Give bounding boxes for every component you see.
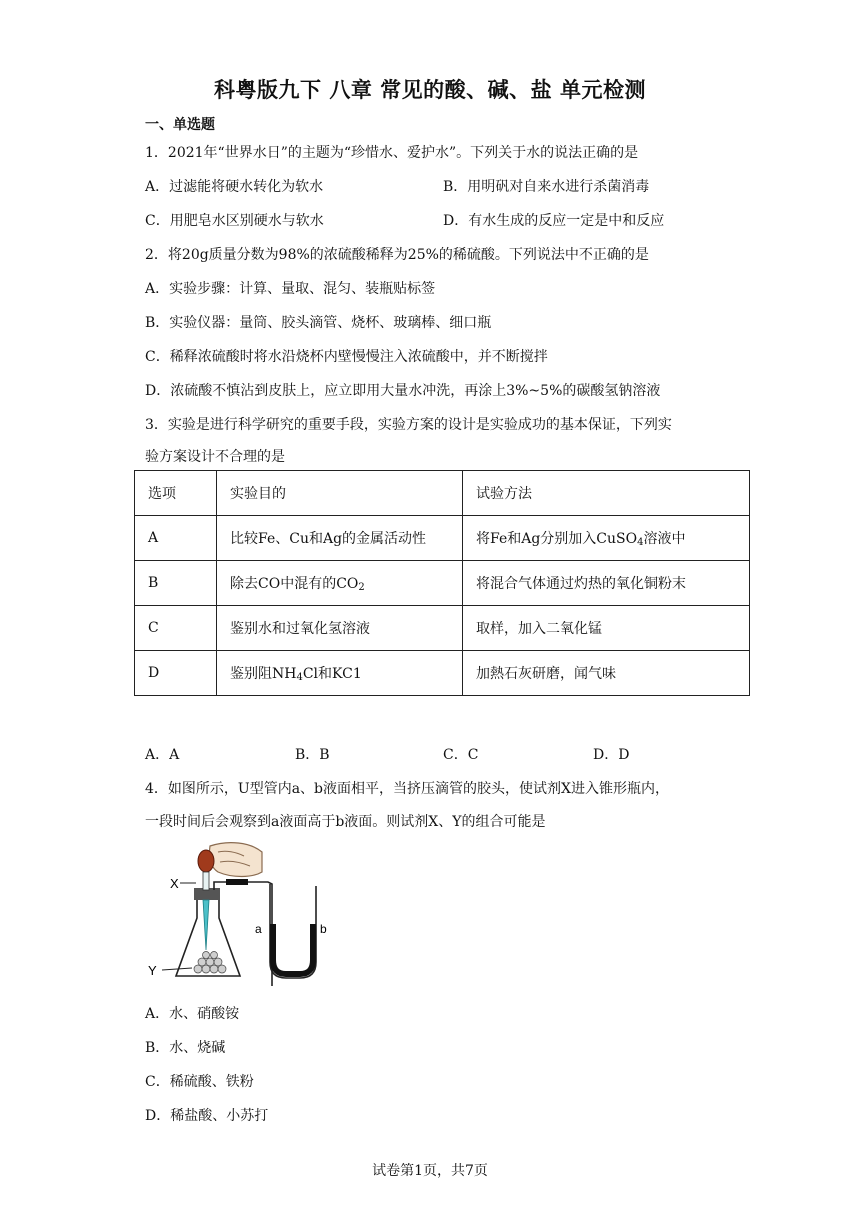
label-x: X [170, 876, 179, 891]
header-goal: 实验目的 [217, 471, 463, 516]
row-goal: 除去CO中混有的$CO_2$ [217, 561, 463, 606]
dropper-tip [203, 900, 209, 950]
q2-option-d: D．浓硫酸不慎沾到皮肤上，应立即用大量水冲洗，再涂上3%~5%的碳酸氢钠溶液 [145, 383, 661, 399]
label-y: Y [148, 963, 157, 978]
section-heading: 一、单选题 [145, 117, 215, 133]
q1-option-c: C．用肥皂水区别硬水与软水 [145, 213, 324, 229]
flask-u-tube-figure [140, 838, 350, 988]
q2-option-b: B．实验仪器：量筒、胶头滴管、烧杯、玻璃棒、细口瓶 [145, 315, 492, 331]
apparatus-diagram [140, 838, 350, 988]
q1-option-a: A．过滤能将硬水转化为软水 [145, 179, 324, 195]
row-goal: 鉴别阻$NH_4Cl$和KC1 [217, 651, 463, 696]
row-method: 将Fe和Ag分别加入CuSO$_4$溶液中 [463, 516, 750, 561]
table-row [135, 651, 750, 696]
q1-stem: 1．2021年“世界水日”的主题为“珍惜水、爱护水”。下列关于水的说法正确的是 [145, 145, 639, 161]
row-option: C [135, 606, 217, 651]
q2-option-c: C．稀释浓硫酸时将水沿烧杯内壁慢慢注入浓硫酸中，并不断搅拌 [145, 349, 548, 365]
q4-option-c: C．稀硫酸、铁粉 [145, 1074, 254, 1090]
q3-option-a: A．A [145, 747, 180, 763]
q1-option-b: B．用明矾对自来水进行杀菌消毒 [443, 179, 650, 195]
row-option: B [135, 561, 217, 606]
q4-option-b: B．水、烧碱 [145, 1040, 226, 1056]
header-method: 试验方法 [463, 471, 750, 516]
row-goal: 鉴别水和过氧化氢溶液 [217, 606, 463, 651]
table-header-row [135, 471, 750, 516]
q4-option-d: D．稀盐酸、小苏打 [145, 1108, 269, 1124]
q4-stem-line2: 一段时间后会观察到a液面高于b液面。则试剂X、Y的组合可能是 [145, 814, 546, 830]
table-row [135, 606, 750, 651]
label-a: a [255, 922, 262, 936]
rubber-connector [226, 879, 248, 885]
u-tube [270, 884, 316, 978]
row-method: 取样，加入二氧化锰 [463, 606, 750, 651]
page-footer: 试卷第1页，共7页 [372, 1163, 488, 1179]
dropper-bulb [198, 850, 214, 872]
row-method: 将混合气体通过灼热的氧化铜粉末 [463, 561, 750, 606]
table-row [135, 516, 750, 561]
header-option: 选项 [135, 471, 217, 516]
solid-y-beads [194, 952, 226, 974]
hand-shape [209, 843, 262, 877]
row-option: A [135, 516, 217, 561]
u-tube-liquid [273, 924, 313, 974]
label-b: b [320, 922, 327, 936]
table-row [135, 561, 750, 606]
page-title: 科粤版九下 八章 常见的酸、碱、盐 单元检测 [214, 78, 646, 102]
q4-option-a: A．水、硝酸铵 [145, 1006, 240, 1022]
q3-option-c: C．C [443, 747, 479, 763]
q2-stem: 2．将20g质量分数为98%的浓硫酸稀释为25%的稀硫酸。下列说法中不正确的是 [145, 247, 649, 263]
q3-option-b: B．B [295, 747, 330, 763]
q1-option-d: D．有水生成的反应一定是中和反应 [443, 213, 665, 229]
row-option: D [135, 651, 217, 696]
q3-option-d: D．D [593, 747, 630, 763]
q3-stem-line1: 3．实验是进行科学研究的重要手段，实验方案的设计是实验成功的基本保证，下列实 [145, 417, 672, 433]
q4-stem-line1: 4．如图所示，U型管内a、b液面相平，当挤压滴管的胶头，使试剂X进入锥形瓶内， [145, 781, 669, 797]
q3-stem-line2: 验方案设计不合理的是 [145, 449, 285, 465]
q2-option-a: A．实验步骤：计算、量取、混匀、装瓶贴标签 [145, 281, 436, 297]
row-method: 加熱石灰研磨，闻气味 [463, 651, 750, 696]
row-goal: 比较Fe、Cu和Ag的金属活动性 [217, 516, 463, 561]
q3-experiment-table [134, 470, 750, 696]
